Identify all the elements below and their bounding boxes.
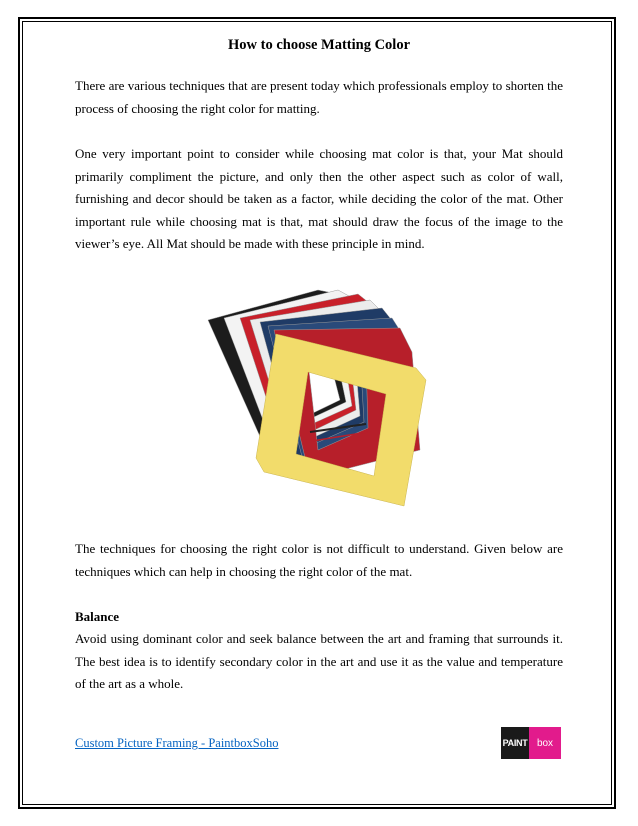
techniques-paragraph: The techniques for choosing the right color is not difficult to understand. Given below are techniques which can help in choosing the right color of the mat.: [75, 541, 563, 579]
important-paragraph: One very important point to consider while choosing mat color is that, your Mat should primarily compliment the picture, and only then the other aspect such as color of wall, furnishing and decor should be taken as a factor, while deciding the color of the mat. Other important rule while choosing mat is that, mat should draw the focus of the image to the viewer’s eye. All Mat should be made with these principle in mind.: [75, 146, 563, 251]
paintbox-logo[interactable]: [501, 727, 561, 759]
intro-paragraph: There are various techniques that are present today which professionals employ to shorten the process of choosing the right color for matting.: [75, 78, 563, 116]
logo-paint-text: PAINT: [501, 727, 529, 759]
footer-link[interactable]: Custom Picture Framing - PaintboxSoho: [75, 736, 279, 750]
page-title: How to choose Matting Color: [227, 37, 411, 53]
balance-paragraph: Avoid using dominant color and seek balance between the art and framing that surrounds it. The best idea is to identify secondary color in the art and use it as the value and temperature of the art as a whole.: [75, 631, 563, 691]
mat-boards-image: [190, 282, 450, 522]
balance-heading: Balance: [75, 609, 120, 624]
logo-box-text: box: [529, 727, 561, 759]
